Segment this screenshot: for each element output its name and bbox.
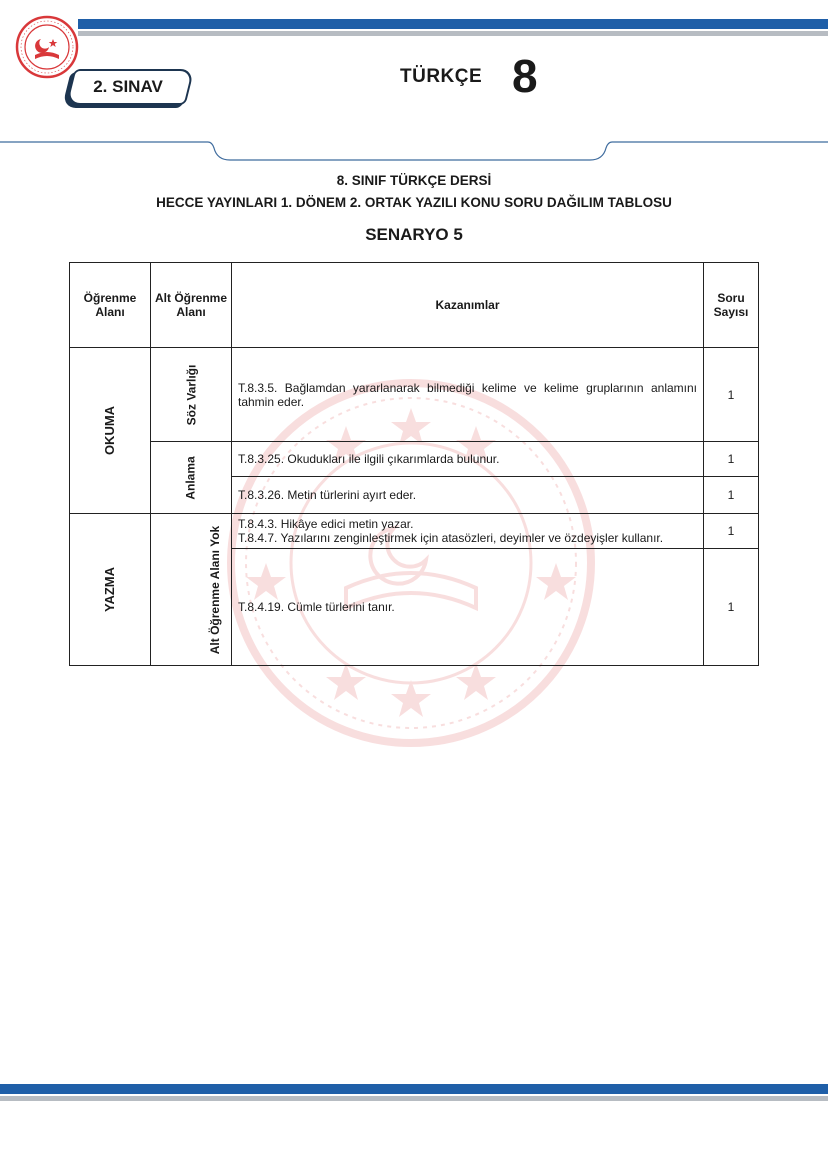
- exam-badge-label: 2. SINAV: [93, 77, 163, 96]
- header-gray-bar: [78, 31, 828, 36]
- kazanim-cell: T.8.3.25. Okudukları ile ilgili çıkarımlarda bulunur.: [232, 442, 704, 477]
- subarea-label-alt-yok: Alt Öğrenme Alanı Yok: [208, 525, 223, 654]
- kazanim-cell: T.8.3.5. Bağlamdan yararlanarak bilmediği kelime ve kelime gruplarının anlamını tahmin eder.: [232, 348, 704, 442]
- table-row: [70, 514, 759, 549]
- area-label-okuma: OKUMA: [102, 405, 118, 456]
- document-title: 8. SINIF TÜRKÇE DERSİ: [336, 173, 492, 188]
- header-blue-bar: [78, 19, 828, 29]
- kazanim-cell: T.8.4.19. Cümle türlerini tanır.: [232, 549, 704, 666]
- kazanim-line: T.8.4.7. Yazılarını zenginleştirmek için atasözleri, deyimler ve özdeyişler kullanır.: [238, 531, 664, 545]
- footer-blue-bar: [0, 1084, 828, 1094]
- header-soru-sayisi: Soru Sayısı: [704, 263, 759, 348]
- table-header-row: [70, 263, 759, 348]
- count-cell: 1: [704, 442, 759, 477]
- subarea-cell-alt-yok: [151, 514, 232, 666]
- count-cell: 1: [704, 477, 759, 514]
- subject-title: TÜRKÇE: [400, 66, 483, 87]
- subarea-cell-anlama: [151, 442, 232, 514]
- subarea-label-anlama: Anlama: [183, 455, 198, 500]
- count-cell: 1: [704, 348, 759, 442]
- scenario-title: SENARYO 5: [365, 225, 463, 244]
- header-kazanimlar: Kazanımlar: [232, 263, 704, 348]
- count-cell: 1: [704, 514, 759, 549]
- kazanim-line: T.8.4.3. Hikâye edici metin yazar.: [238, 517, 414, 531]
- subarea-label-soz-varligi: Söz Varlığı: [184, 364, 198, 425]
- area-label-yazma: YAZMA: [102, 566, 118, 613]
- document-subtitle: HECCE YAYINLARI 1. DÖNEM 2. ORTAK YAZILI KONU SORU DAĞILIM TABLOSU: [156, 195, 672, 210]
- header-divider-curve: [0, 138, 828, 168]
- table-row: [70, 442, 759, 477]
- header-ogrenme-alani: Öğrenme Alanı: [70, 263, 151, 348]
- area-cell-yazma: [70, 514, 151, 666]
- distribution-table: [69, 262, 758, 665]
- table-row: [70, 348, 759, 442]
- subarea-cell-soz-varligi: [151, 348, 232, 442]
- header-alt-ogrenme-alani: Alt Öğrenme Alanı: [151, 263, 232, 348]
- footer-gray-bar: [0, 1096, 828, 1101]
- kazanim-cell: [232, 514, 704, 549]
- grade-number: 8: [512, 50, 538, 102]
- count-cell: 1: [704, 549, 759, 666]
- kazanim-cell: T.8.3.26. Metin türlerini ayırt eder.: [232, 477, 704, 514]
- area-cell-okuma: [70, 348, 151, 514]
